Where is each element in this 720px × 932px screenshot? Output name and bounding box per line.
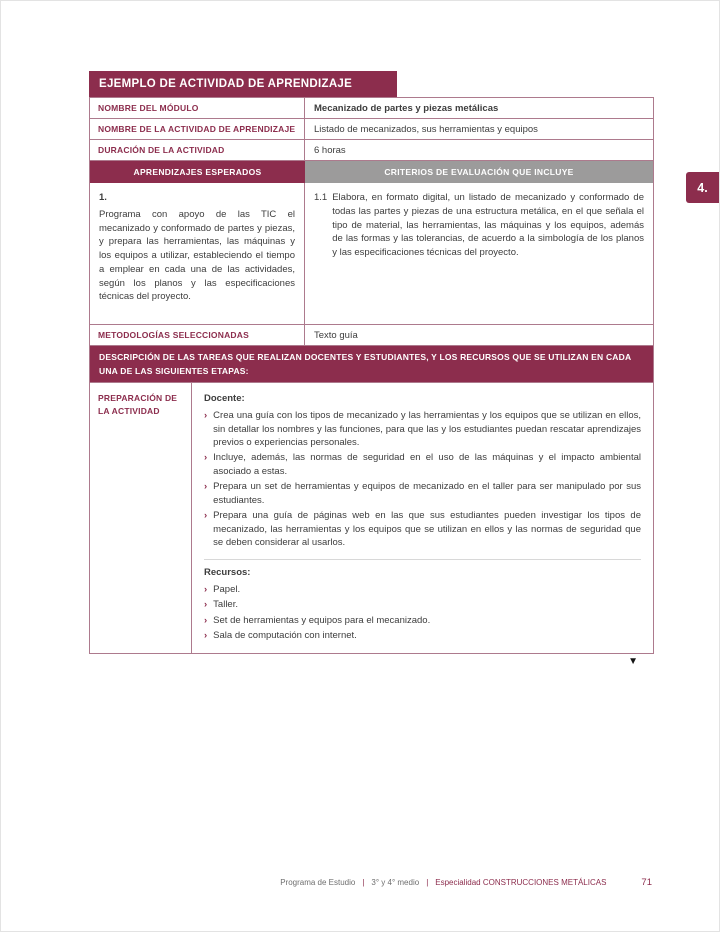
chevron-bullet-icon: › <box>204 599 208 611</box>
continuation-triangle-icon: ▼ <box>628 655 638 667</box>
activity-table <box>89 97 654 654</box>
matrix-content-row <box>90 183 653 325</box>
recursos-item-text: Set de herramientas y equipos para el mecanizado. <box>213 614 431 626</box>
chevron-bullet-icon: › <box>204 452 208 464</box>
docente-item <box>204 451 641 478</box>
chevron-bullet-icon: › <box>204 583 208 595</box>
expected-learning-cell <box>90 183 305 324</box>
recursos-heading: Recursos: <box>204 566 251 578</box>
duration-row <box>90 140 653 161</box>
footer-separator: | <box>426 878 429 887</box>
activity-name-row <box>90 119 653 140</box>
docente-item-text: Crea una guía con los tipos de mecanizado y las herramientas y los equipos que se utilizan en ellos, sin detallar los nombres y las funciones, para que las y los estudiantes puedan rescatar aprendizajes previos o experiencias personales. <box>213 410 641 448</box>
chevron-bullet-icon: › <box>204 481 208 493</box>
recursos-item <box>204 583 641 596</box>
activity-name-value: Listado de mecanizados, sus herramientas y equipos <box>314 123 538 135</box>
chevron-bullet-icon: › <box>204 630 208 642</box>
preparation-content <box>192 383 653 653</box>
evaluation-criterion-text: Elabora, en formato digital, un listado de mecanizado y conformado de todas las partes y piezas de una estructura metálica, en el que señala el tipo de material, las herramientas, las máquinas y los equipos, además de las formas y las tolerancias, de acuerdo a la simbología de los planos y las especificaciones técnicas del proyecto. <box>332 192 644 259</box>
recursos-item-text: Sala de computación con internet. <box>213 630 357 642</box>
footer-specialty-text: Especialidad CONSTRUCCIONES METÁLICAS <box>435 878 607 887</box>
activity-example-block <box>89 71 654 667</box>
expected-learning-number: 1. <box>99 192 107 203</box>
docente-item <box>204 480 641 507</box>
docente-item <box>204 509 641 549</box>
chevron-bullet-icon: › <box>204 614 208 626</box>
methodologies-row <box>90 325 653 346</box>
preparation-label: PREPARACIÓN DE LA ACTIVIDAD <box>90 383 192 653</box>
docente-item-text: Prepara un set de herramientas y equipos de mecanizado en el taller para ser manipulado por sus estudiantes. <box>213 481 641 506</box>
chevron-bullet-icon: › <box>204 510 208 522</box>
docente-item-text: Prepara una guía de páginas web en las que sus estudiantes pueden investigar los tipos de mecanizado, las herramientas y los equipos que se utilizan en ellos y las normas de seguridad que se deben considerar al usarlos. <box>213 510 641 549</box>
evaluation-criteria-header: CRITERIOS DE EVALUACIÓN QUE INCLUYE <box>305 161 653 183</box>
recursos-item-text: Papel. <box>213 583 241 595</box>
footer-grade-text: 3° y 4° medio <box>371 878 420 887</box>
footer-program-text: Programa de Estudio <box>280 878 356 887</box>
page-number: 71 <box>641 877 652 888</box>
footer-separator: | <box>362 878 365 887</box>
evaluation-criterion-cell <box>305 183 653 324</box>
recursos-item-text: Taller. <box>213 599 238 611</box>
duration-value: 6 horas <box>314 144 346 156</box>
docente-item-text: Incluye, además, las normas de seguridad en el uso de las máquinas y el impacto ambiental asociado a estas. <box>213 452 641 477</box>
recursos-item <box>204 629 641 642</box>
chevron-bullet-icon: › <box>204 410 208 422</box>
docente-heading: Docente: <box>204 393 245 405</box>
methodologies-label: METODOLOGÍAS SELECCIONADAS <box>90 325 305 345</box>
module-name-value: Mecanizado de partes y piezas metálicas <box>314 102 499 114</box>
matrix-header-row <box>90 161 653 183</box>
footer <box>280 877 652 888</box>
activity-example-title: EJEMPLO DE ACTIVIDAD DE APRENDIZAJE <box>89 71 397 97</box>
evaluation-criterion-number: 1.1 <box>314 192 328 203</box>
expected-learning-text: Programa con apoyo de las TIC el mecanizado y conformado de partes y piezas, y prepara las herramientas, las máquinas y los equipos a utilizar, estableciendo el tiempo a emplear en cada una de las actividades, según los planos y las especificaciones técnicas del proyecto. <box>99 208 295 303</box>
recursos-section <box>204 559 641 643</box>
recursos-item <box>204 614 641 627</box>
recursos-item <box>204 598 641 611</box>
module-name-label: NOMBRE DEL MÓDULO <box>90 98 305 118</box>
section-tab-4: 4. <box>686 172 719 203</box>
methodologies-value: Texto guía <box>314 329 358 341</box>
duration-label: DURACIÓN DE LA ACTIVIDAD <box>90 140 305 160</box>
preparation-row <box>90 383 653 654</box>
description-band: DESCRIPCIÓN DE LAS TAREAS QUE REALIZAN DOCENTES Y ESTUDIANTES, Y LOS RECURSOS QUE SE UTILIZAN EN CADA UNA DE LAS SIGUIENTES ETAPAS: <box>90 346 653 383</box>
docente-item <box>204 409 641 449</box>
module-name-row <box>90 98 653 119</box>
activity-name-label: NOMBRE DE LA ACTIVIDAD DE APRENDIZAJE <box>90 119 305 139</box>
expected-learnings-header: APRENDIZAJES ESPERADOS <box>90 161 305 183</box>
